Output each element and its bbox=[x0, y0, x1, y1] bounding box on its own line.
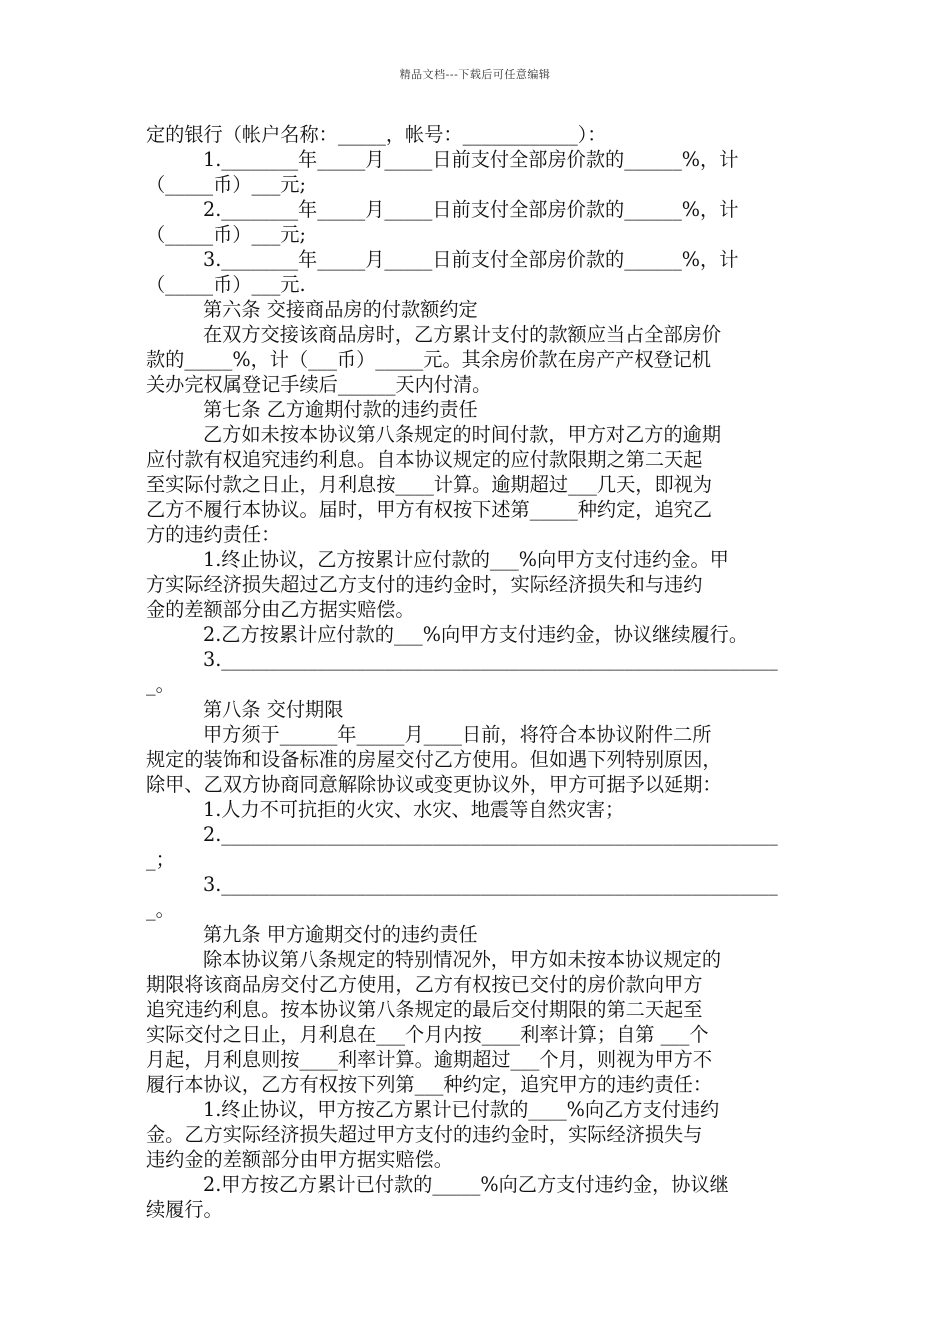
body-line: 期限将该商品房交付乙方使用，乙方有权按已交付的房价款向甲方 bbox=[146, 973, 703, 996]
body-line: 3.__________________________________________________________ bbox=[203, 873, 778, 896]
body-line: 1.________年_____月_____日前支付全部房价款的______%，计 bbox=[203, 148, 739, 171]
body-line: 1.终止协议，乙方按累计应付款的___%向甲方支付违约金。甲 bbox=[203, 548, 729, 571]
body-line: 乙方如未按本协议第八条规定的时间付款，甲方对乙方的逾期 bbox=[203, 423, 722, 446]
section-heading: 第七条 乙方逾期付款的违约责任 bbox=[203, 398, 478, 421]
body-line: 金。乙方实际经济损失超过甲方支付的违约金时，实际经济损失与 bbox=[146, 1123, 703, 1146]
body-line: 定的银行（帐户名称：_____，帐号：____________）： bbox=[146, 123, 607, 146]
body-line: 在双方交接该商品房时，乙方累计支付的款额应当占全部房价 bbox=[203, 323, 722, 346]
page-header: 精品文档---下载后可任意编辑 bbox=[399, 68, 551, 81]
body-line: 3.________年_____月_____日前支付全部房价款的______%，计 bbox=[203, 248, 739, 271]
body-line: _。 bbox=[146, 898, 175, 921]
body-line: _。 bbox=[146, 673, 175, 696]
body-line: 2.乙方按累计应付款的___%向甲方支付违约金，协议继续履行。 bbox=[203, 623, 749, 646]
body-line: （_____币）___元; bbox=[146, 173, 306, 196]
body-line: （_____币）___元; bbox=[146, 223, 306, 246]
body-line: 金的差额部分由乙方据实赔偿。 bbox=[146, 598, 415, 621]
body-line: 追究违约利息。按本协议第八条规定的最后交付期限的第二天起至 bbox=[146, 998, 703, 1021]
body-line: 1.终止协议，甲方按乙方累计已付款的____%向乙方支付违约 bbox=[203, 1098, 720, 1121]
document-body bbox=[146, 122, 814, 1222]
body-line: 至实际付款之日止，月利息按____计算。逾期超过___几天，即视为 bbox=[146, 473, 713, 496]
section-heading: 第九条 甲方逾期交付的违约责任 bbox=[203, 923, 478, 946]
body-line: 违约金的差额部分由甲方据实赔偿。 bbox=[146, 1148, 453, 1171]
body-line: 实际交付之日止，月利息在___个月内按____利率计算；自第 ___个 bbox=[146, 1023, 709, 1046]
body-line: 乙方不履行本协议。届时，甲方有权按下述第_____种约定，追究乙 bbox=[146, 498, 713, 521]
body-line: 履行本协议，乙方有权按下列第___种约定，追究甲方的违约责任： bbox=[146, 1073, 713, 1096]
body-line: 续履行。 bbox=[146, 1198, 223, 1221]
section-heading: 第六条 交接商品房的付款额约定 bbox=[203, 298, 478, 321]
body-line: 规定的装饰和设备标准的房屋交付乙方使用。但如遇下列特别原因， bbox=[146, 748, 722, 771]
body-line: （_____币）___元. bbox=[146, 273, 306, 296]
body-line: 2.________年_____月_____日前支付全部房价款的______%，计 bbox=[203, 198, 739, 221]
body-line: 除本协议第八条规定的特别情况外，甲方如未按本协议规定的 bbox=[203, 948, 722, 971]
body-line: 2.__________________________________________________________ bbox=[203, 823, 778, 846]
body-line: 方实际经济损失超过乙方支付的违约金时，实际经济损失和与违约 bbox=[146, 573, 703, 596]
body-line: 甲方须于______年_____月____日前，将符合本协议附件二所 bbox=[203, 723, 712, 746]
body-line: 款的_____%，计（___币）_____元。其余房价款在房产产权登记机 bbox=[146, 348, 712, 371]
body-line: 应付款有权追究违约利息。自本协议规定的应付款限期之第二天起 bbox=[146, 448, 703, 471]
body-line: 月起，月利息则按____利率计算。逾期超过___个月，则视为甲方不 bbox=[146, 1048, 713, 1071]
body-line: 2.甲方按乙方累计已付款的_____%向乙方支付违约金，协议继 bbox=[203, 1173, 729, 1196]
body-line: _； bbox=[146, 848, 175, 871]
body-line: 方的违约责任： bbox=[146, 523, 281, 546]
section-heading: 第八条 交付期限 bbox=[203, 698, 344, 721]
body-line: 3.__________________________________________________________ bbox=[203, 648, 778, 671]
body-line: 除甲、乙双方协商同意解除协议或变更协议外，甲方可据予以延期： bbox=[146, 773, 722, 796]
body-line: 关办完权属登记手续后______天内付清。 bbox=[146, 373, 492, 396]
body-line: 1.人力不可抗拒的火灾、水灾、地震等自然灾害； bbox=[203, 798, 625, 821]
